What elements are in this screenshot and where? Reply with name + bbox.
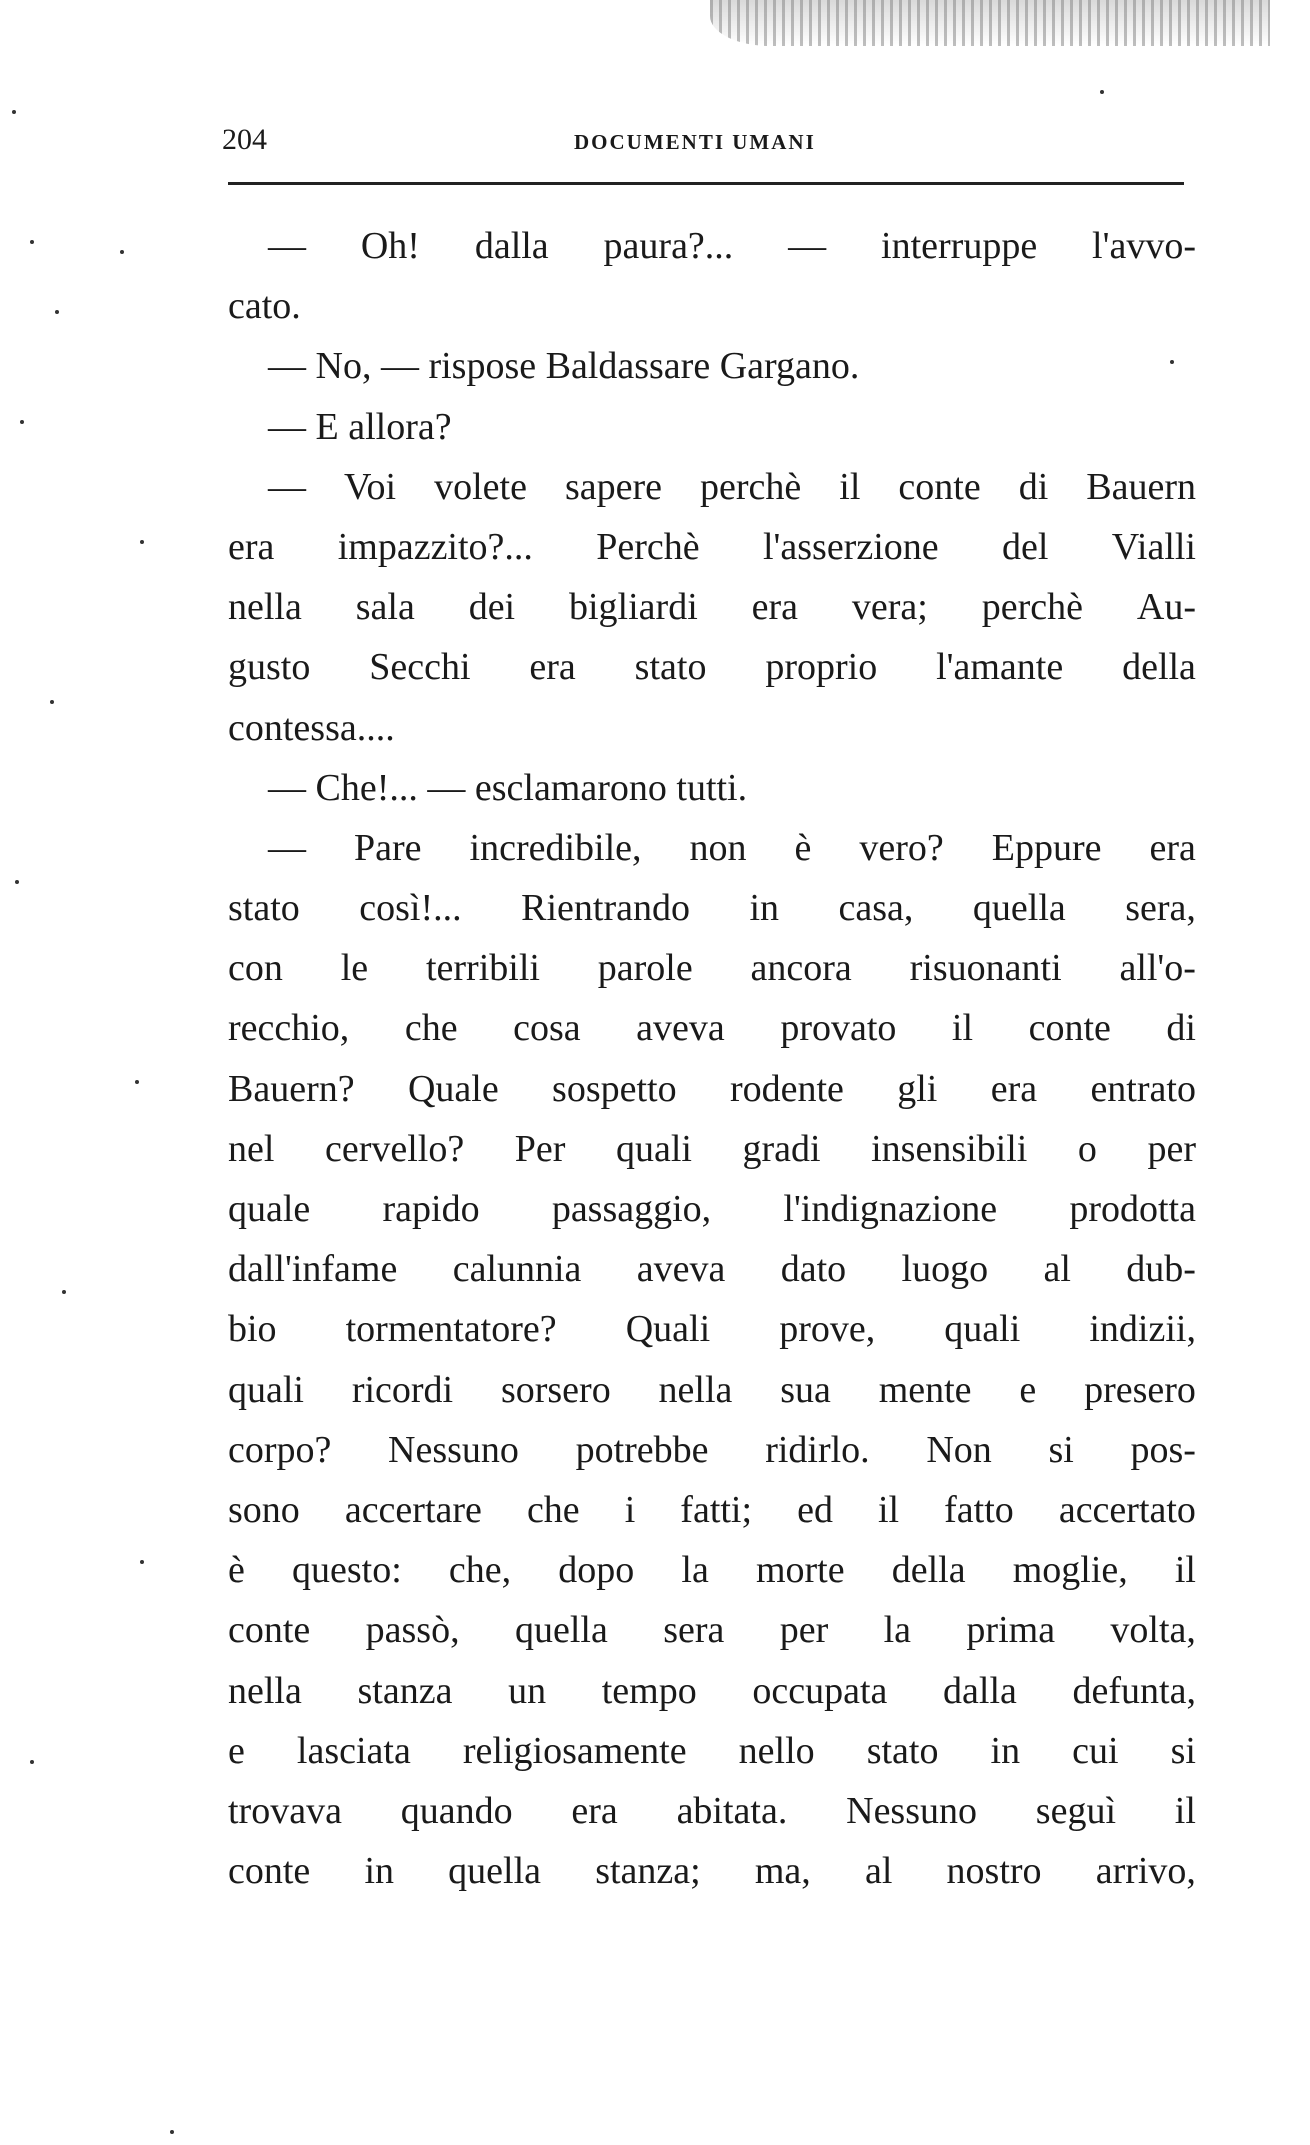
scan-speck [15, 880, 19, 884]
text-line: conte in quella stanza; ma, al nostro arrivo, [228, 1850, 1196, 1893]
text-line: nella stanza un tempo occupata dalla defunta, [228, 1669, 1196, 1712]
text-line: stato così!... Rientrando in casa, quella sera, [228, 887, 1196, 930]
text-line: dall'infame calunnia aveva dato luogo al dub- [228, 1248, 1196, 1291]
text-line: contessa.... [228, 706, 395, 749]
text-line: — Che!... — esclamarono tutti. [268, 766, 748, 809]
text-line: — Voi volete sapere perchè il conte di Bauern [268, 465, 1196, 508]
scan-speck [135, 1080, 139, 1084]
scan-speck [12, 110, 16, 114]
text-line: trovava quando era abitata. Nessuno seguì il [228, 1789, 1196, 1832]
scan-speck [140, 540, 144, 544]
text-line: era impazzito?... Perchè l'asserzione del Vialli [228, 525, 1196, 568]
text-line: nella sala dei bigliardi era vera; perchè Au- [228, 586, 1196, 629]
header-rule [228, 182, 1184, 185]
text-line: bio tormentatore? Quali prove, quali indizii, [228, 1308, 1196, 1351]
page-number: 204 [222, 123, 267, 156]
running-title: DOCUMENTI UMANI [574, 130, 816, 154]
text-line: recchio, che cosa aveva provato il conte di [228, 1007, 1196, 1050]
text-line: nel cervello? Per quali gradi insensibili o per [228, 1127, 1196, 1170]
text-line: quale rapido passaggio, l'indignazione prodotta [228, 1188, 1196, 1230]
text-line: Bauern? Quale sospetto rodente gli era entrato [228, 1067, 1196, 1110]
scan-smudge [710, 0, 1270, 46]
text-line: quali ricordi sorsero nella sua mente e presero [228, 1368, 1196, 1411]
text-line: è questo: che, dopo la morte della moglie, il [228, 1549, 1196, 1592]
text-line: con le terribili parole ancora risuonanti all'o- [228, 947, 1196, 990]
text-line: — Pare incredibile, non è vero? Eppure era [268, 826, 1196, 869]
scan-speck [1170, 360, 1174, 364]
scan-speck [170, 2130, 174, 2134]
scan-speck [20, 420, 24, 424]
scan-speck [62, 1290, 66, 1294]
scan-speck [30, 1760, 34, 1764]
scan-speck [30, 240, 34, 244]
text-line: e lasciata religiosamente nello stato in cui si [228, 1729, 1196, 1772]
scan-speck [55, 310, 59, 314]
body-text [228, 216, 1196, 1901]
scan-speck [1100, 90, 1104, 94]
text-line: conte passò, quella sera per la prima volta, [228, 1609, 1196, 1652]
page-header [222, 120, 1180, 160]
text-line: — No, — rispose Baldassare Gargano. [268, 345, 860, 388]
text-line: — E allora? [268, 405, 452, 448]
text-line: cato. [228, 285, 301, 328]
text-line: — Oh! dalla paura?... — interruppe l'avvo- [268, 225, 1196, 267]
text-line: corpo? Nessuno potrebbe ridirlo. Non si pos- [228, 1428, 1196, 1471]
text-line: sono accertare che i fatti; ed il fatto accertato [228, 1488, 1196, 1531]
scan-speck [120, 250, 124, 254]
text-line: gusto Secchi era stato proprio l'amante della [228, 646, 1196, 689]
scan-speck [140, 1560, 144, 1564]
scan-speck [50, 700, 54, 704]
